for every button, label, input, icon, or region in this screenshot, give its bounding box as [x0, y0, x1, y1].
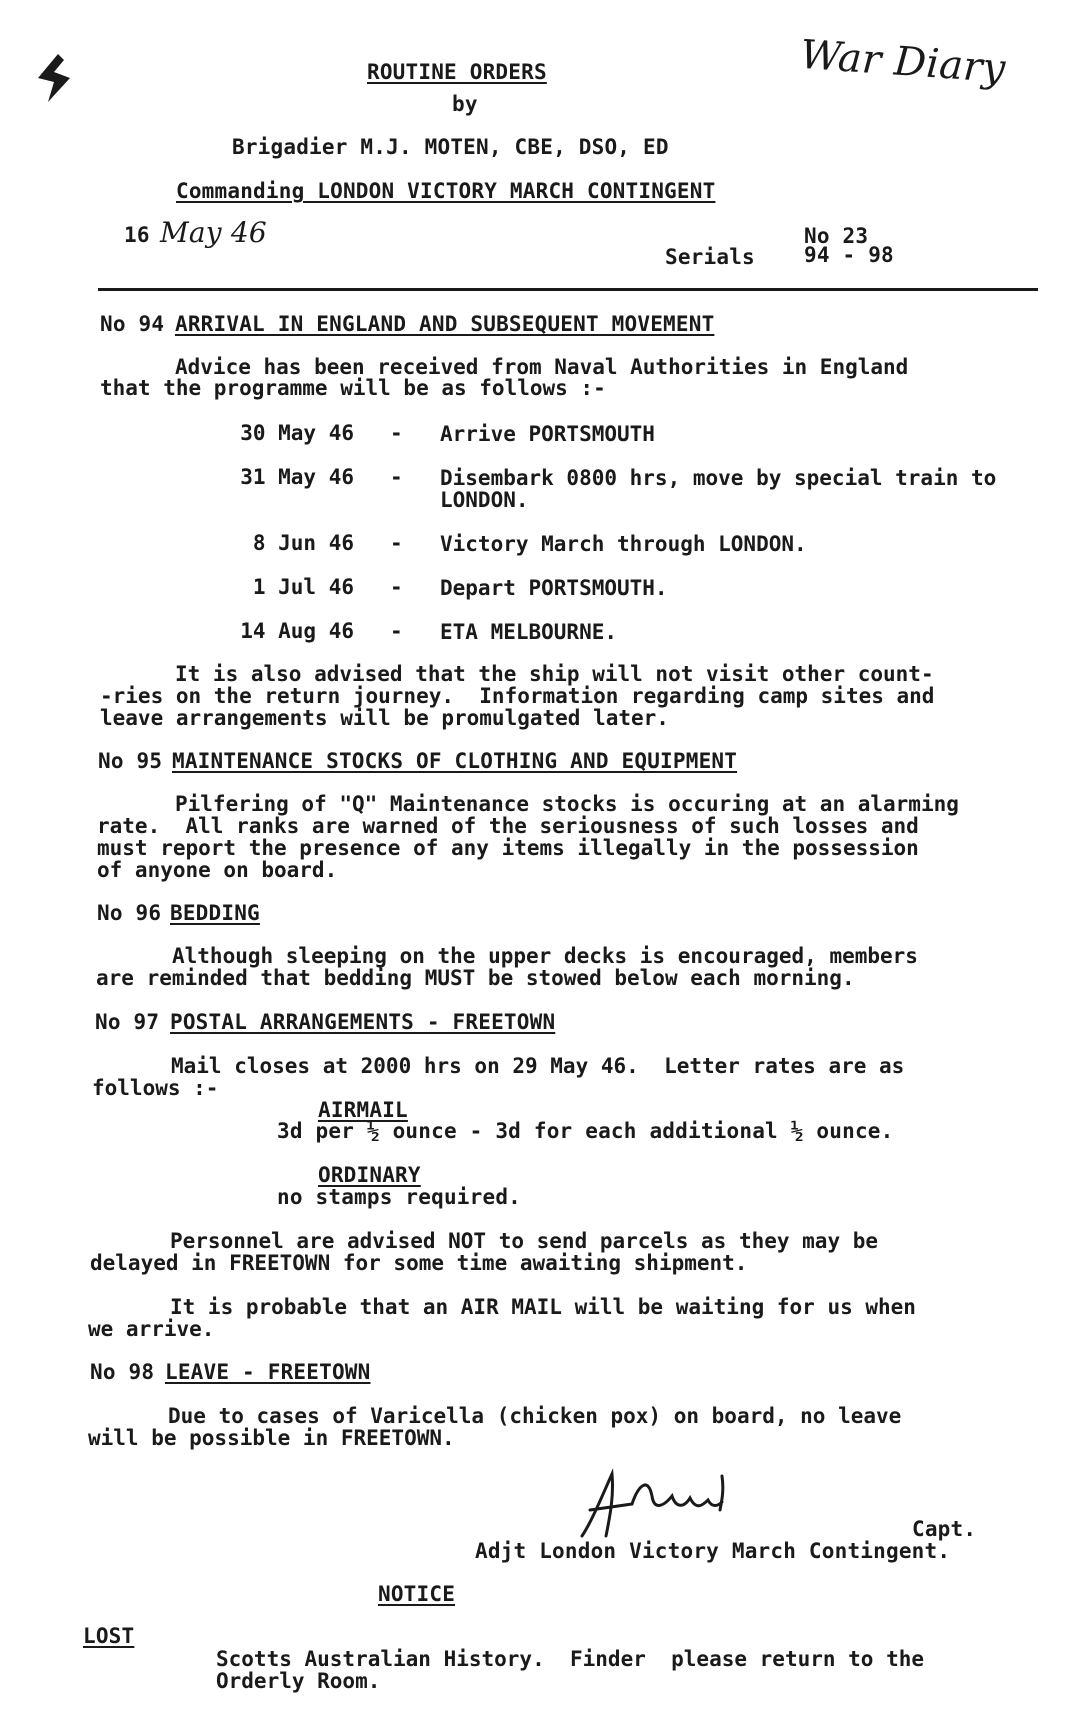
order-95-line3: must report the presence of any items illegally in the possession: [97, 836, 919, 860]
order-94-title: ARRIVAL IN ENGLAND AND SUBSEQUENT MOVEMENT: [175, 312, 715, 336]
order-96-number: No 96: [97, 901, 162, 925]
schedule-date: 14 Aug 46: [240, 619, 354, 643]
serials-range: 94 - 98: [804, 243, 894, 267]
schedule-event: Disembark 0800 hrs, move by special train to LONDON.: [440, 466, 997, 512]
order-95-line4: of anyone on board.: [97, 858, 338, 882]
schedule-event: Arrive PORTSMOUTH: [440, 422, 655, 446]
notice-line1: Scotts Australian History. Finder please return to the: [216, 1647, 925, 1671]
schedule-event: ETA MELBOURNE.: [440, 620, 618, 644]
schedule-event: Victory March through LONDON.: [440, 532, 807, 556]
order-97-airmail-note-line1: It is probable that an AIR MAIL will be waiting for us when: [170, 1295, 916, 1319]
order-94-note-line2: -ries on the return journey. Information regarding camp sites and: [100, 684, 935, 708]
order-97-airmail-note-line2: we arrive.: [88, 1317, 215, 1341]
order-95-title: MAINTENANCE STOCKS OF CLOTHING AND EQUIPMENT: [172, 749, 738, 773]
ordinary-label: ORDINARY: [318, 1163, 421, 1187]
order-97-parcels-line2: delayed in FREETOWN for some time awaiting shipment.: [90, 1251, 748, 1275]
order-94-note-line1: It is also advised that the ship will not visit other count-: [175, 662, 934, 686]
notice-title: NOTICE: [378, 1582, 456, 1606]
order-98-title: LEAVE - FREETOWN: [165, 1360, 371, 1384]
order-98-line2: will be possible in FREETOWN.: [88, 1426, 455, 1450]
schedule-date: 31 May 46: [240, 465, 354, 489]
punch-mark-icon: [34, 52, 74, 107]
date-handwritten: May 46: [160, 216, 267, 249]
serials-label: Serials: [665, 245, 755, 269]
order-95-line2: rate. All ranks are warned of the seriousness of such losses and: [97, 814, 919, 838]
order-97-line2: follows :-: [92, 1076, 219, 1100]
order-94-note-line3: leave arrangements will be promulgated later.: [100, 706, 669, 730]
lost-label: LOST: [83, 1624, 135, 1648]
notice-line2: Orderly Room.: [216, 1669, 381, 1693]
commanding-line: Commanding LONDON VICTORY MARCH CONTINGENT: [176, 179, 716, 203]
order-97-number: No 97: [95, 1010, 160, 1034]
order-97-title: POSTAL ARRANGEMENTS - FREETOWN: [170, 1010, 556, 1034]
order-97-parcels-line1: Personnel are advised NOT to send parcels as they may be: [170, 1229, 879, 1253]
schedule-dash: -: [390, 575, 403, 599]
order-98-line1: Due to cases of Varicella (chicken pox) on board, no leave: [168, 1404, 902, 1428]
order-96-line2: are reminded that bedding MUST be stowed below each morning.: [96, 966, 855, 990]
airmail-label: AIRMAIL: [318, 1098, 408, 1122]
order-98-number: No 98: [90, 1360, 155, 1384]
header-divider: [98, 288, 1038, 291]
schedule-date: 1 Jul 46: [252, 575, 354, 599]
brigadier-line: Brigadier M.J. MOTEN, CBE, DSO, ED: [232, 135, 669, 159]
airmail-rate: 3d per ½ ounce - 3d for each additional ½ ounce.: [277, 1119, 894, 1143]
signature-scribble-icon: [572, 1466, 752, 1541]
document-title: ROUTINE ORDERS: [367, 60, 547, 84]
ordinary-rate: no stamps required.: [277, 1185, 522, 1209]
handwritten-note: War Diary: [798, 31, 1007, 93]
order-95-number: No 95: [98, 749, 163, 773]
order-94-intro-line2: that the programme will be as follows :-: [100, 376, 606, 400]
order-97-line1: Mail closes at 2000 hrs on 29 May 46. Letter rates are as: [171, 1054, 905, 1078]
schedule-event: Depart PORTSMOUTH.: [440, 576, 668, 600]
order-95-line1: Pilfering of "Q" Maintenance stocks is occuring at an alarming: [175, 792, 959, 816]
schedule-dash: -: [390, 465, 403, 489]
schedule-date: 8 Jun 46: [252, 531, 354, 555]
order-96-title: BEDDING: [170, 901, 260, 925]
signature-appointment: Adjt London Victory March Contingent.: [475, 1539, 951, 1563]
order-96-line1: Although sleeping on the upper decks is encouraged, members: [172, 944, 918, 968]
date-prefix: 16: [124, 223, 150, 247]
order-94-intro-line1: Advice has been received from Naval Authorities in England: [175, 355, 909, 379]
schedule-dash: -: [390, 619, 403, 643]
order-94-number: No 94: [100, 312, 165, 336]
schedule-date: 30 May 46: [240, 421, 354, 445]
title-by: by: [452, 92, 478, 116]
schedule-dash: -: [390, 421, 403, 445]
signature-rank: Capt.: [912, 1517, 977, 1541]
order-number: No 23: [804, 224, 869, 248]
schedule-dash: -: [390, 531, 403, 555]
